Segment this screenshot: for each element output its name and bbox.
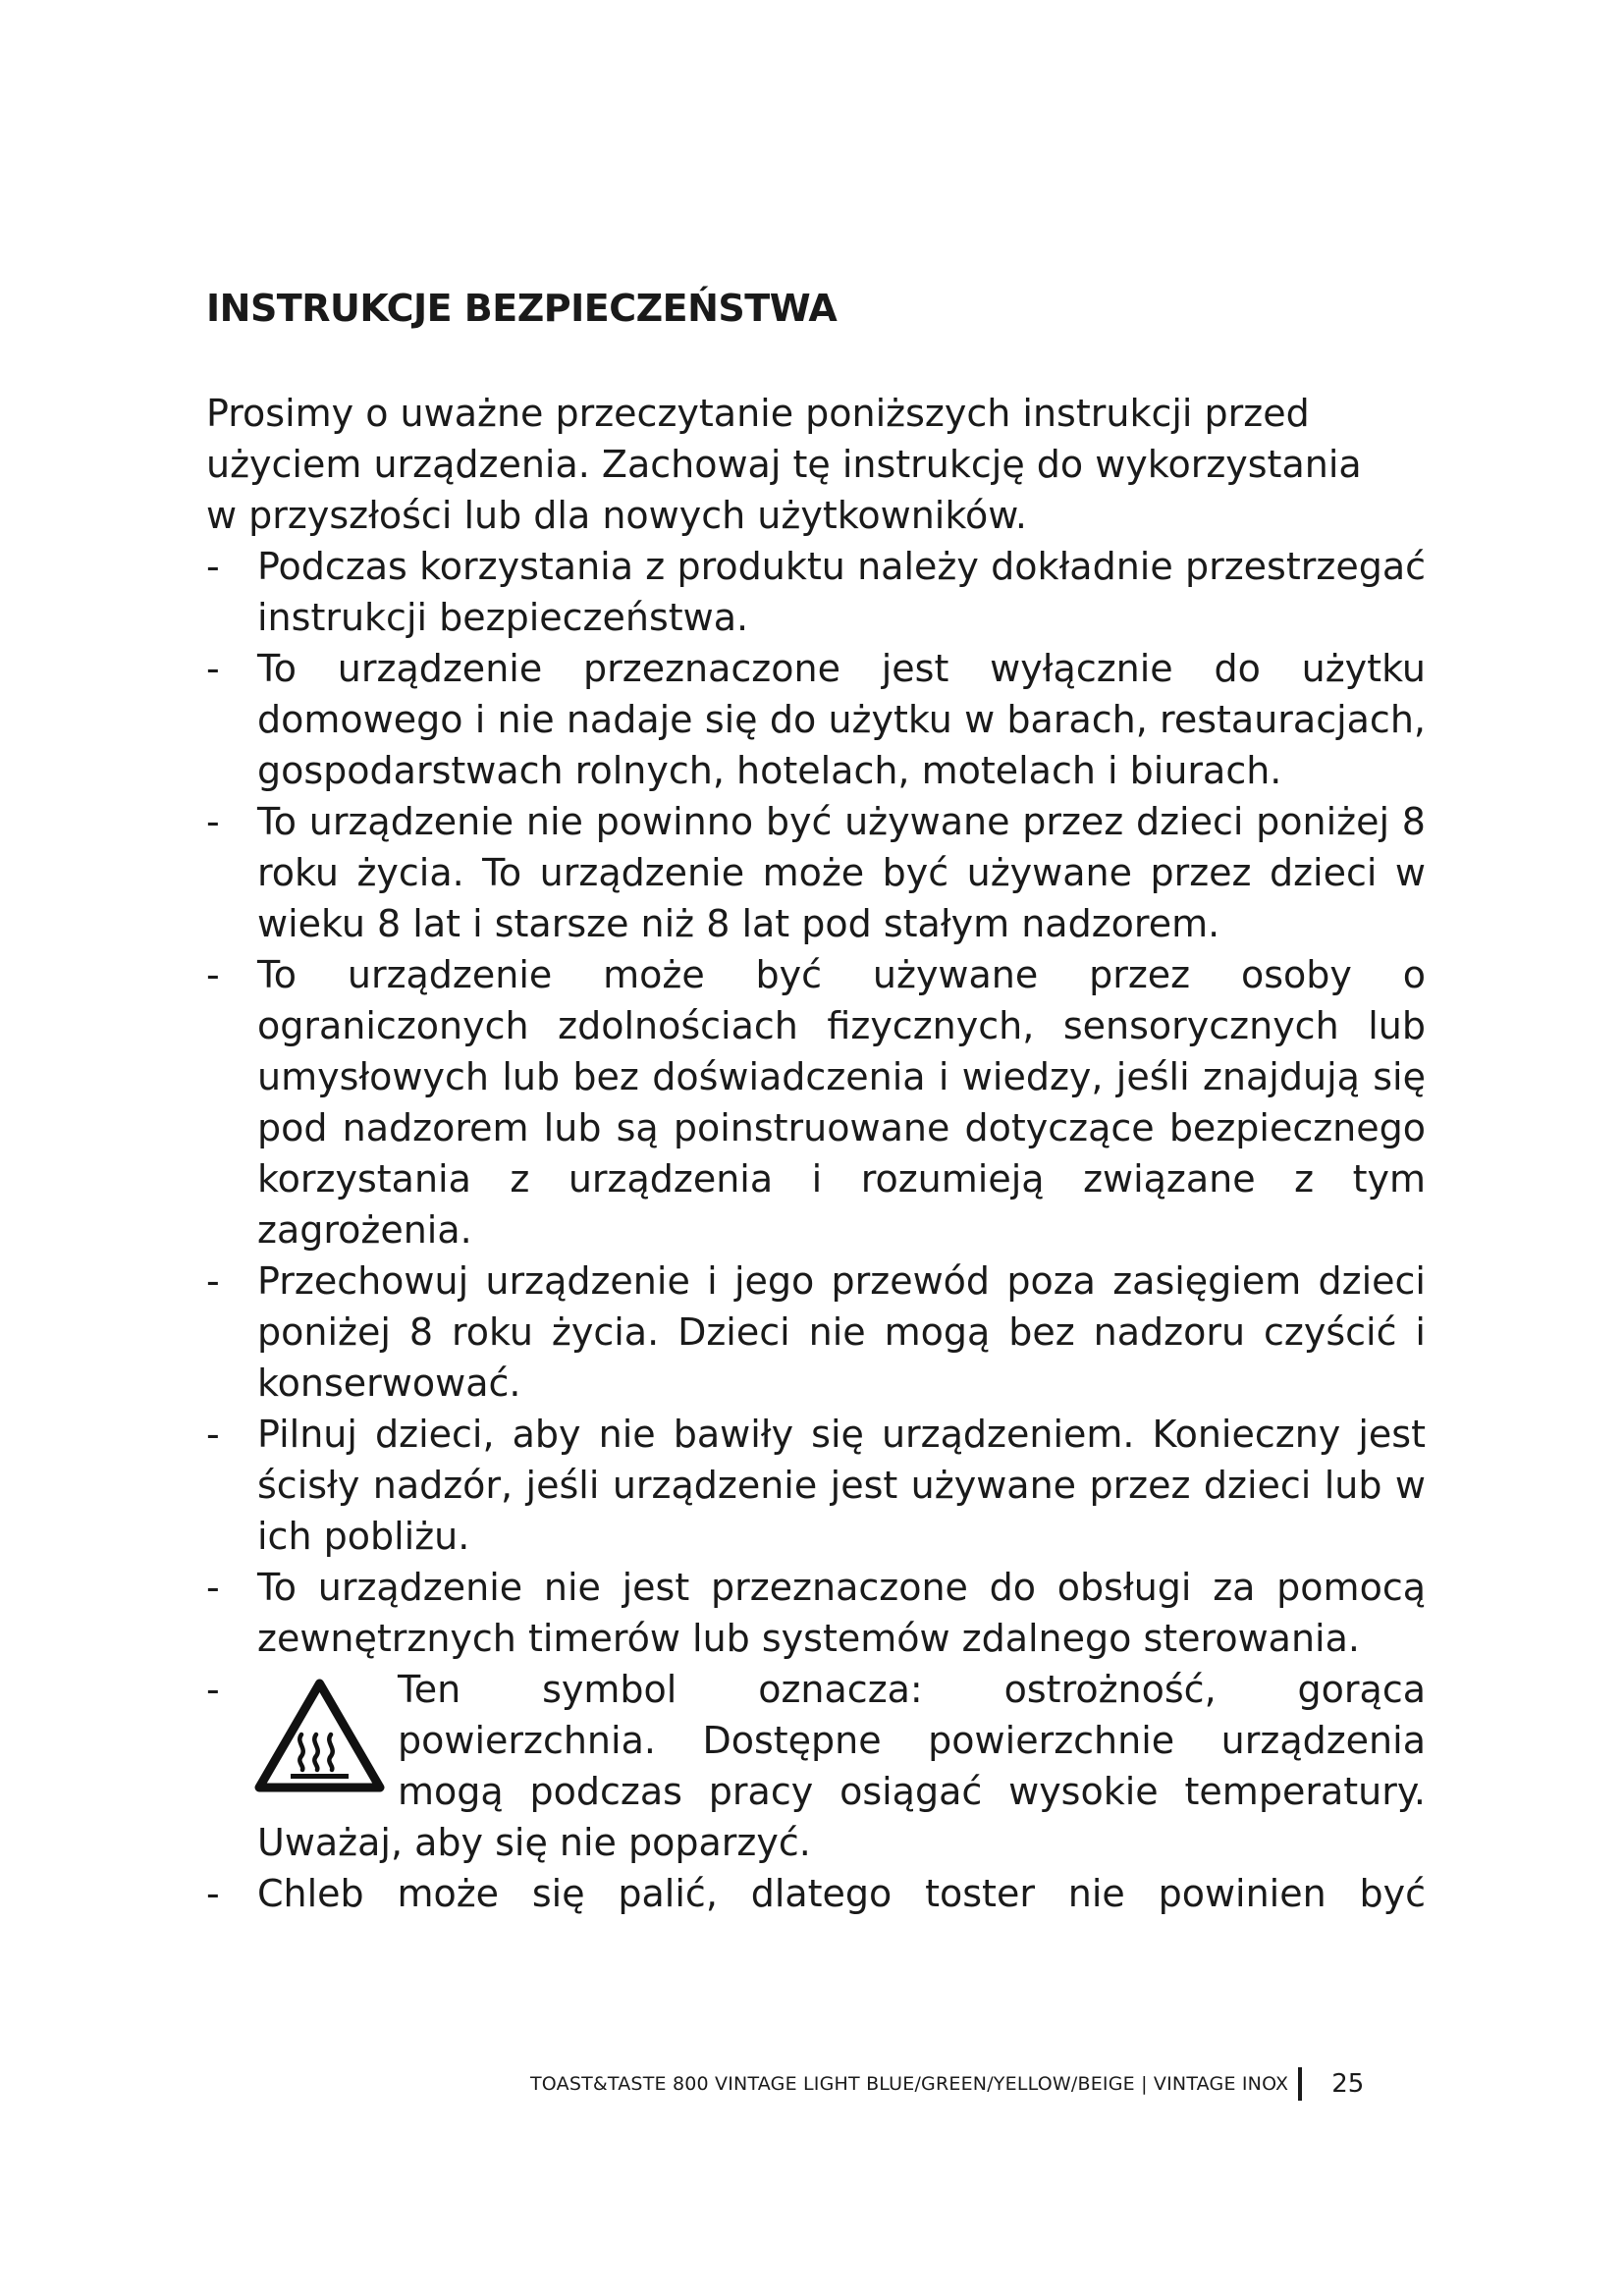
list-item-text: Chleb może się palić, dlatego toster nie powinien być	[257, 1872, 1426, 1915]
list-dash: -	[206, 545, 220, 588]
footer-divider	[1298, 2067, 1302, 2101]
list-item-text: Pilnuj dzieci, aby nie bawiły się urządzeniem. Konieczny jest ścisły nadzór, jeśli urządzenie jest używane przez dzieci lub w ich pobliżu.	[257, 1413, 1426, 1558]
intro-paragraph	[206, 388, 1434, 541]
list-dash: -	[206, 800, 220, 843]
list-item	[206, 1255, 1426, 1409]
symbol-block	[257, 1664, 1426, 1817]
list-item-text: To urządzenie przeznaczone jest wyłącznie do użytku domowego i nie nadaje się do użytku w barach, restauracjach, gospodarstwach rolnych, hotelach, motelach i biurach.	[257, 647, 1426, 792]
hot-surface-warning-icon	[253, 1678, 386, 1795]
symbol-description	[398, 1664, 1426, 1817]
list-item-text: To urządzenie może być używane przez osoby o ograniczonych zdolnościach fizycznych, sensorycznych lub umysłowych lub bez doświadczenia i wiedzy, jeśli znajdują się pod nadzorem lub są poinstruowane dotyczące bezpiecznego korzystania z urządzenia i rozumieją związane z tym zagrożenia.	[257, 953, 1426, 1252]
list-dash: -	[206, 1259, 220, 1303]
list-item-text: To urządzenie nie powinno być używane przez dzieci poniżej 8 roku życia. To urządzenie może być używane przez dzieci w wieku 8 lat i starsze niż 8 lat pod stałym nadzorem.	[257, 800, 1426, 945]
symbol-line: powierzchnia. Dostępne powierzchnie urządzenia	[398, 1719, 1426, 1762]
list-item-text: To urządzenie nie jest przeznaczone do obsługi za pomocą zewnętrznych timerów lub systemów zdalnego sterowania.	[257, 1566, 1426, 1660]
safety-instructions	[206, 388, 1473, 1919]
symbol-line: mogą podczas pracy osiągać wysokie temperatury.	[398, 1770, 1426, 1813]
list-dash: -	[206, 953, 220, 996]
list-item-text: Przechowuj urządzenie i jego przewód poza zasięgiem dzieci poniżej 8 roku życia. Dzieci nie mogą bez nadzoru czyścić i konserwować.	[257, 1259, 1426, 1405]
symbol-tail-text: Uważaj, aby się nie poparzyć.	[257, 1821, 811, 1864]
list-dash: -	[206, 1668, 220, 1711]
list-dash: -	[206, 1566, 220, 1609]
intro-line: użyciem urządzenia. Zachowaj tę instrukcję do wykorzystania	[206, 443, 1362, 486]
list-item-text: Podczas korzystania z produktu należy dokładnie przestrzegać instrukcji bezpieczeństwa.	[257, 545, 1426, 639]
list-item	[206, 1562, 1426, 1664]
symbol-list-item	[206, 1664, 1426, 1868]
list-item	[206, 949, 1426, 1255]
intro-line: w przyszłości lub dla nowych użytkowników.	[206, 494, 1027, 537]
list-item	[206, 1868, 1426, 1919]
page-footer	[530, 2066, 1364, 2102]
symbol-line: Ten symbol oznacza: ostrożność, gorąca	[398, 1668, 1426, 1711]
intro-line: Prosimy o uważne przeczytanie poniższych instrukcji przed	[206, 392, 1310, 435]
footer-model-name: TOAST&TASTE 800 VINTAGE LIGHT BLUE/GREEN/YELLOW/BEIGE | VINTAGE INOX	[530, 2073, 1289, 2095]
list-dash: -	[206, 1872, 220, 1915]
list-item	[206, 1409, 1426, 1562]
list-dash: -	[206, 1413, 220, 1456]
page-title: INSTRUKCJE BEZPIECZEŃSTWA	[206, 287, 838, 330]
list-item	[206, 643, 1426, 796]
list-item	[206, 796, 1426, 949]
list-dash: -	[206, 647, 220, 690]
page-number: 25	[1331, 2069, 1365, 2099]
list-item	[206, 541, 1426, 643]
